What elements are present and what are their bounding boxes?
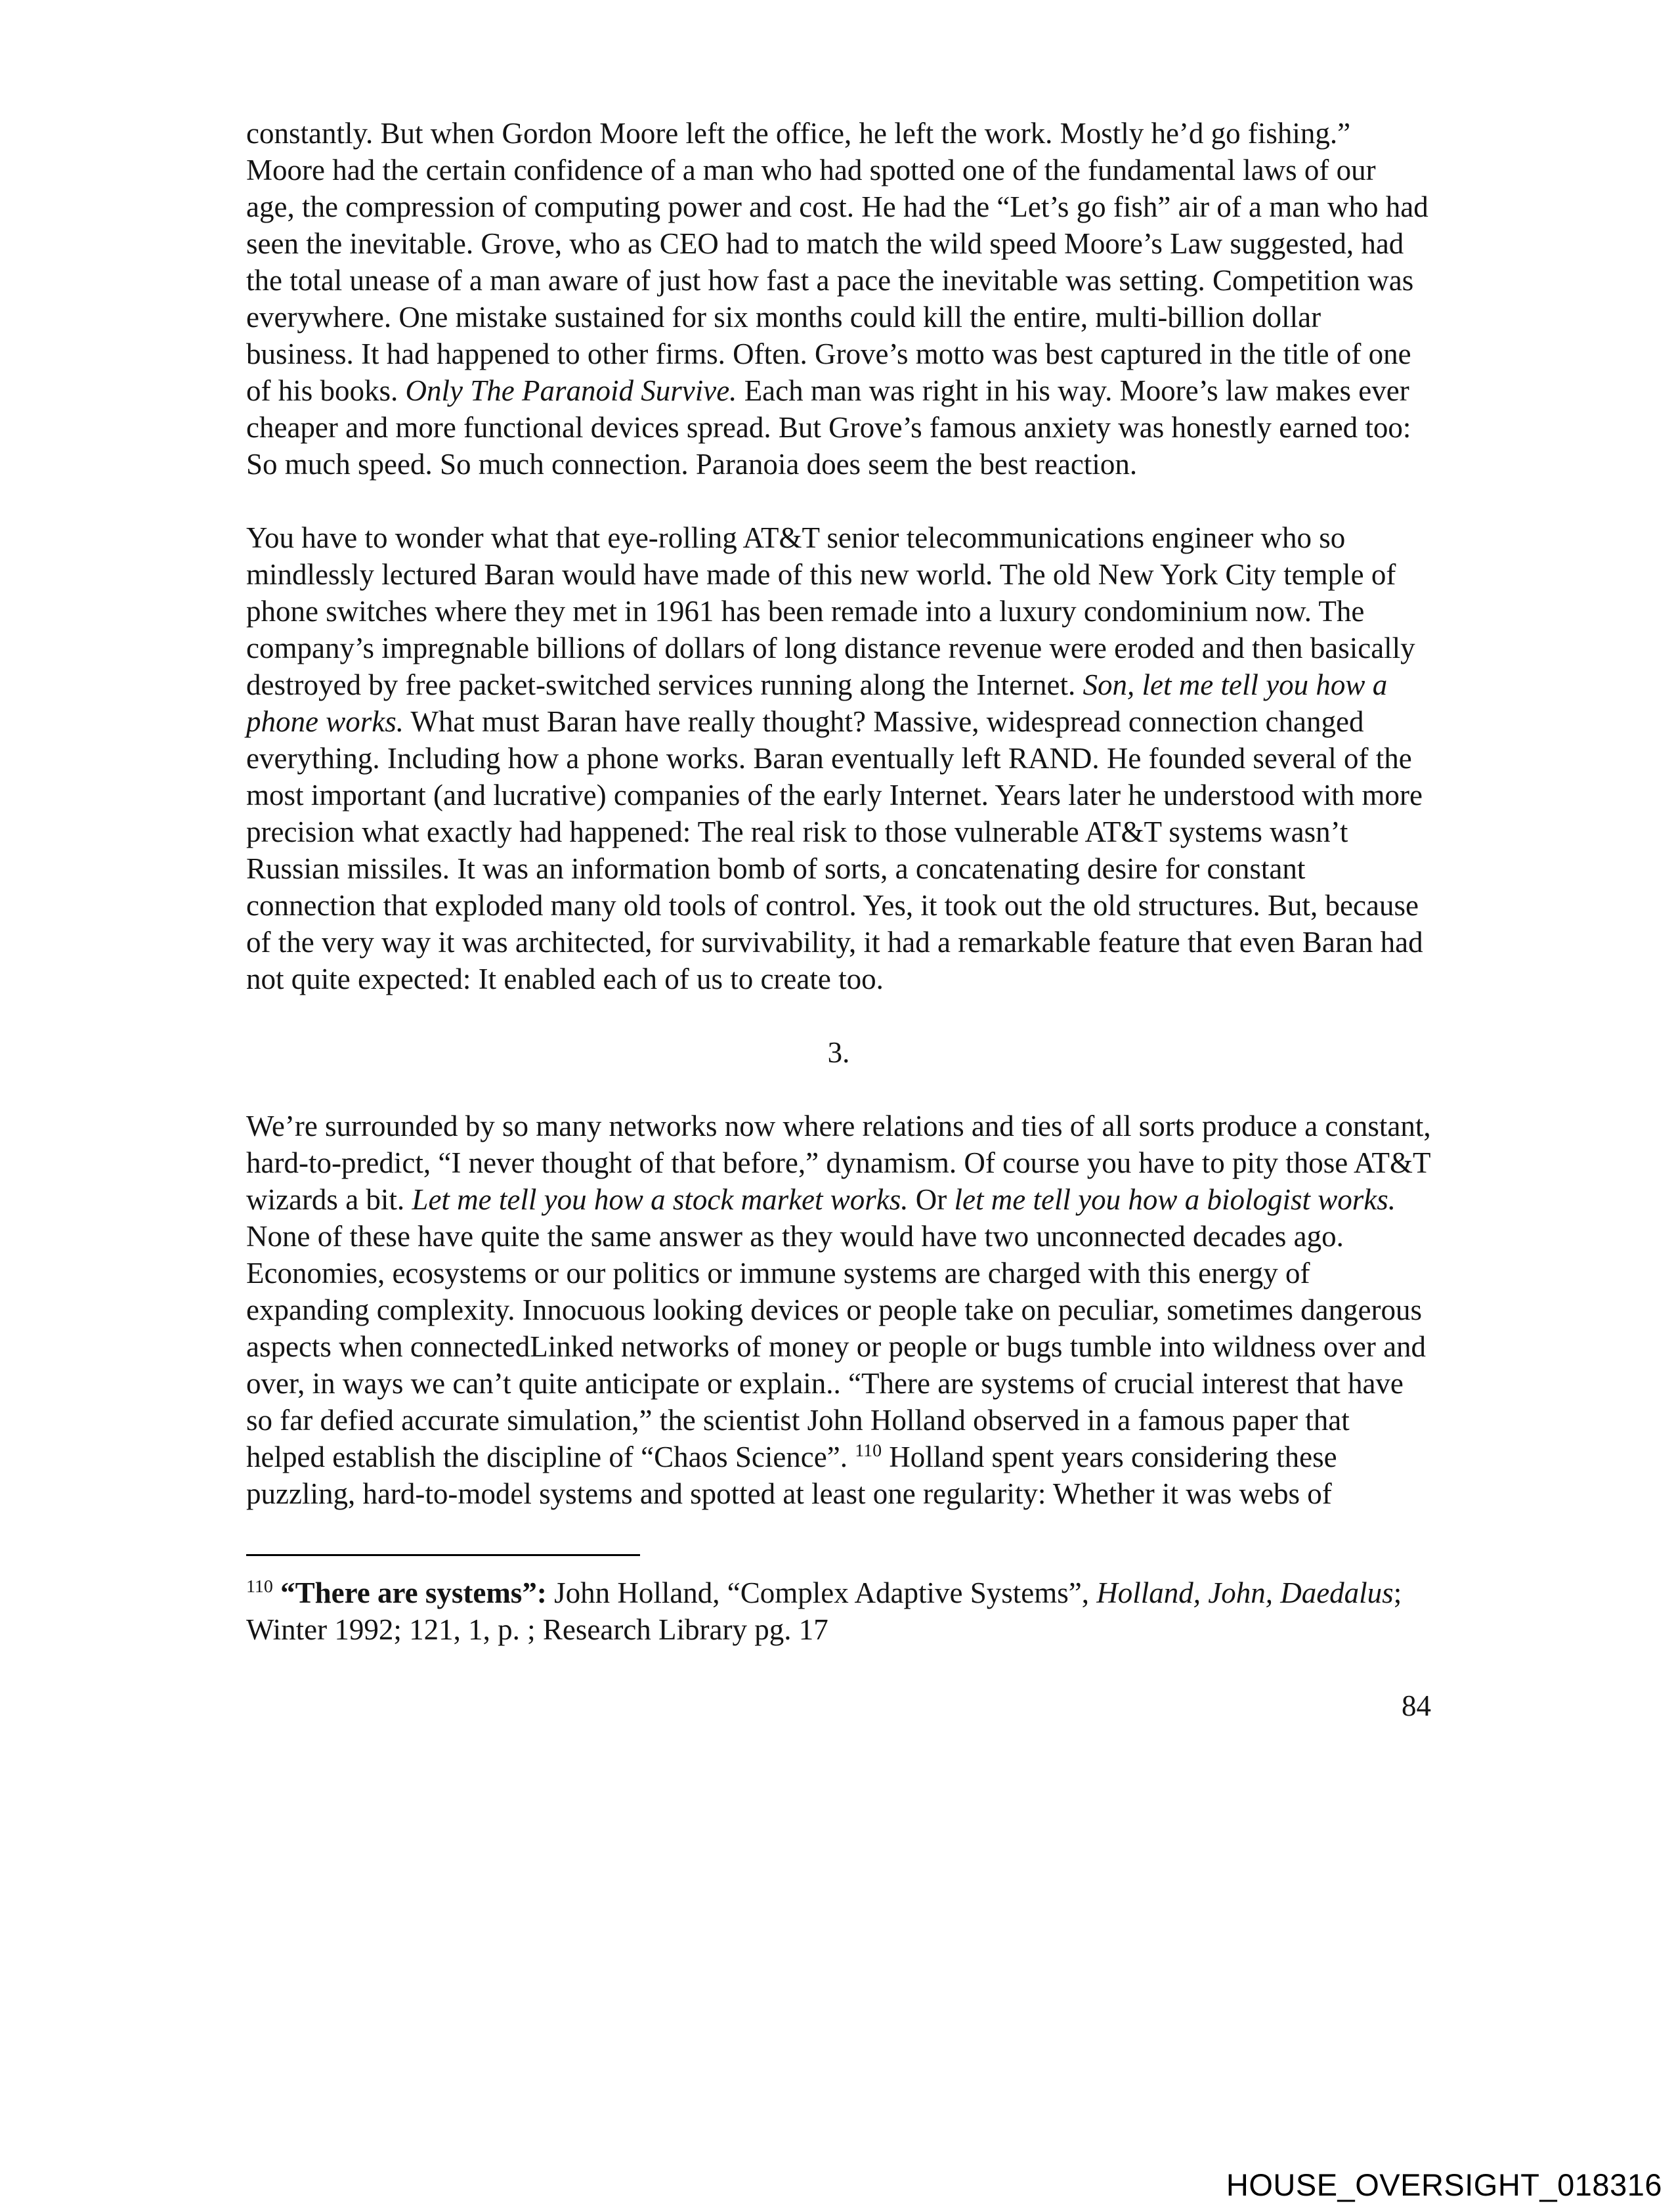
footnote-separator: [246, 1554, 640, 1556]
section-marker: 3.: [827, 1036, 850, 1069]
bates-stamp: HOUSE_OVERSIGHT_018316: [1226, 2167, 1662, 2202]
paragraph-networks-holland: We’re surrounded by so many networks now where relations and ties of all sorts produce a constant, hard-to-predict, “I never thought of that before,” dynamism. Of course you have to pity those AT&T wizards a bit. Let me tell you how a stock market works. Or let me tell you how a biologist works. None of these have quite the same answer as they would have two unconnected decades ago. Economies, ecosystems or our politics or immune systems are charged with this energy of expanding complexity. Innocuous looking devices or people take on peculiar, sometimes dangerous aspects when connectedLinked networks of money or people or bugs tumble into wildness over and over, in ways we can’t quite anticipate or explain.. “There are systems of crucial interest that have so far defied accurate simulation,” the scientist John Holland observed in a famous paper that helped establish the discipline of “Chaos Science”. $^{110}$ Holland spent years considering these puzzling, hard-to-model systems and spotted at least one regularity: Whether it was webs of: [246, 1110, 1431, 1510]
footnote-110: $^{110}$ “There are systems”: John Holland, “Complex Adaptive Systems”, Holland, John, Daedalus; Winter 1992; 121, 1, p. ; Research Library pg. 17: [246, 1576, 1402, 1646]
paragraph-att-baran: You have to wonder what that eye-rolling AT&T senior telecommunications engineer who so mindlessly lectured Baran would have made of this new world. The old New York City temple of phone switches where they met in 1961 has been remade into a luxury condominium now. The company’s impregnable billions of dollars of long distance revenue were eroded and then basically destroyed by free packet-switched services running along the Internet. Son, let me tell you how a phone works. What must Baran have really thought? Massive, widespread connection changed everything. Including how a phone works. Baran eventually left RAND. He founded several of the most important (and lucrative) companies of the early Internet. Years later he understood with more precision what exactly had happened: The real risk to those vulnerable AT&T systems wasn’t Russian missiles. It was an information bomb of sorts, a concatenating desire for constant connection that exploded many old tools of control. Yes, it took out the old structures. But, because of the very way it was architected, for survivability, it had a remarkable feature that even Baran had not quite expected: It enabled each of us to create too.: [246, 521, 1423, 995]
page-number: 84: [1402, 1689, 1431, 1722]
paragraph-moore-grove: constantly. But when Gordon Moore left the office, he left the work. Mostly he’d go fishing.” Moore had the certain confidence of a man who had spotted one of the fundamental laws of our age, the compression of computing power and cost. He had the “Let’s go fish” air of a man who had seen the inevitable. Grove, who as CEO had to match the wild speed Moore’s Law suggested, had the total unease of a man aware of just how fast a pace the inevitable was setting. Competition was everywhere. One mistake sustained for six months could kill the entire, multi-billion dollar business. It had happened to other firms. Often. Grove’s motto was best captured in the title of one of his books. Only The Paranoid Survive. Each man was right in his way. Moore’s law makes ever cheaper and more functional devices spread. But Grove’s famous anxiety was honestly earned too: So much speed. So much connection. Paranoia does seem the best reaction.: [246, 117, 1428, 481]
text-block: [246, 115, 1431, 1724]
